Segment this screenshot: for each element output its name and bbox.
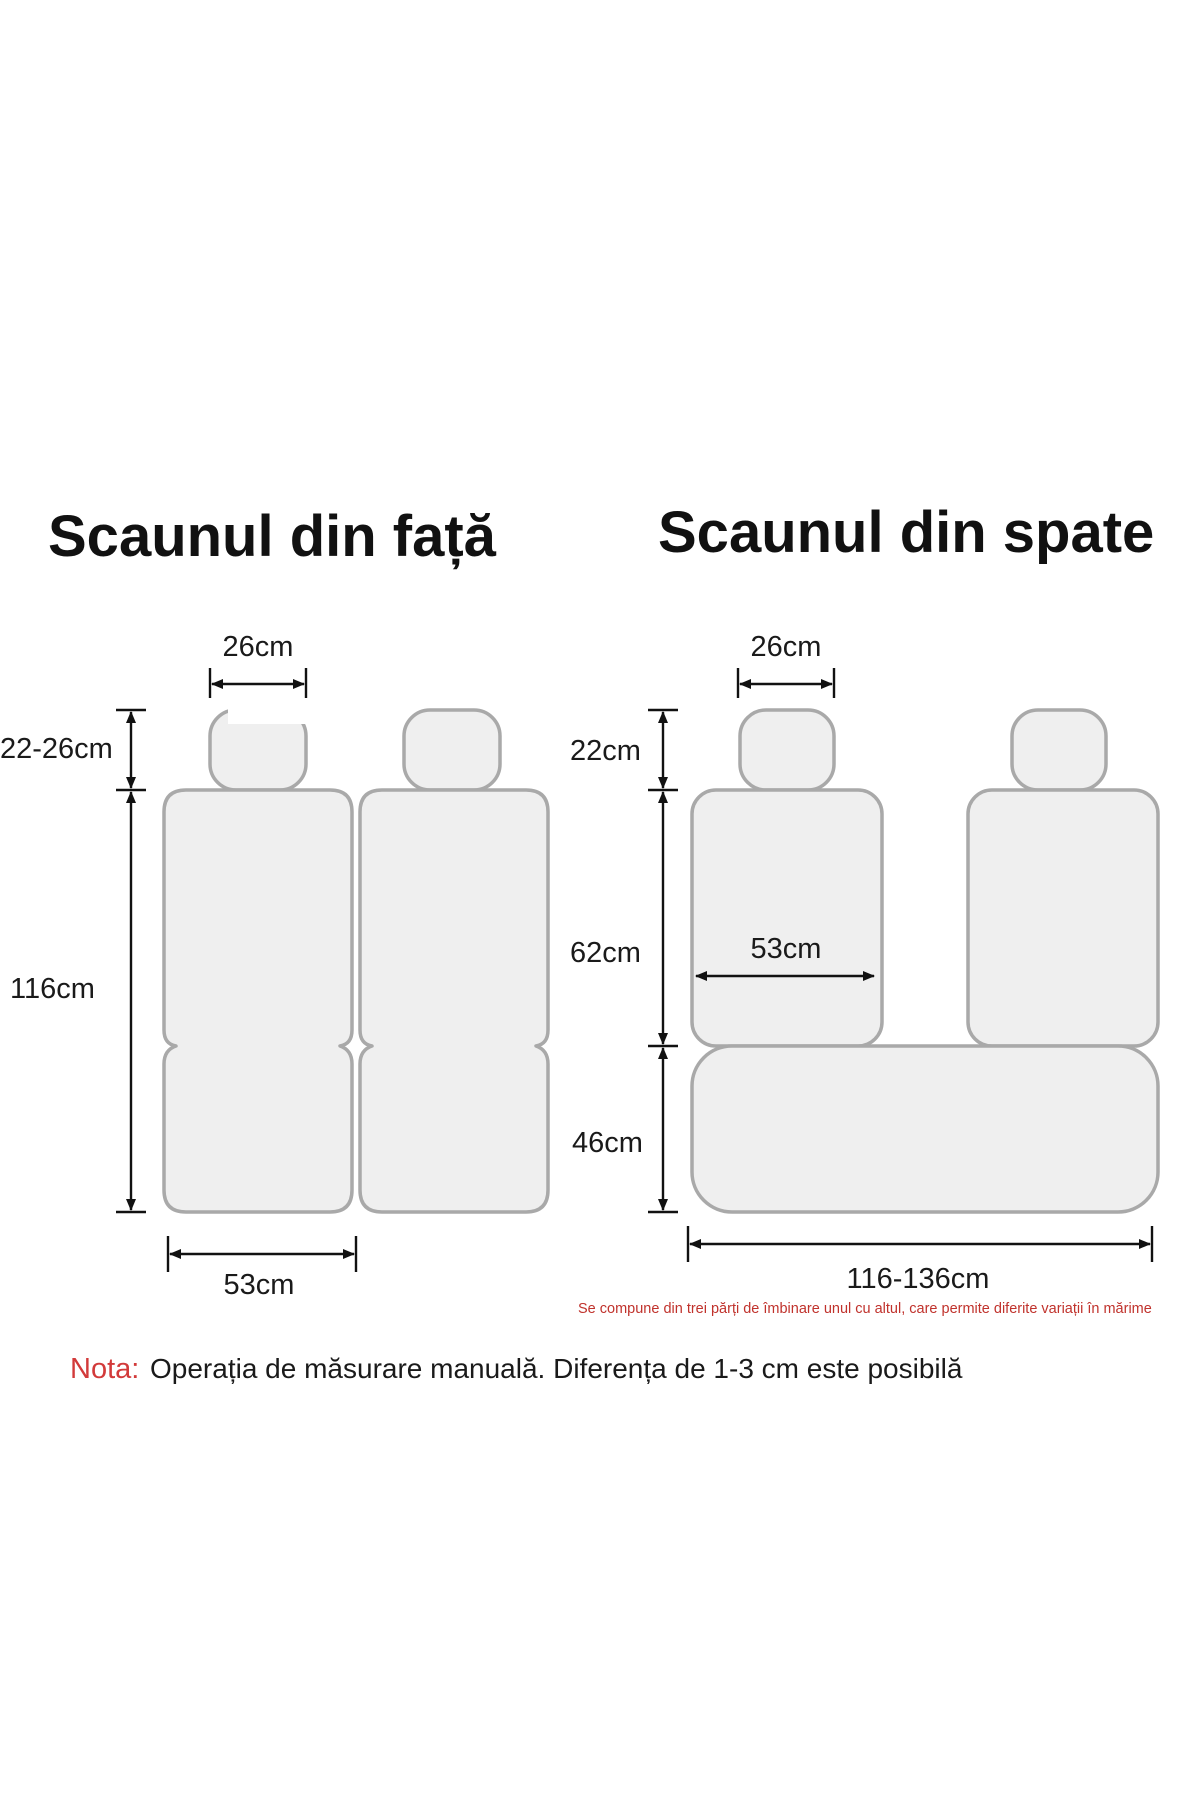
front-left-seat-body [164, 790, 352, 1212]
rear-total-width-dimension [688, 1226, 1152, 1295]
note-label: Nota: [70, 1353, 140, 1385]
rear-seat-cushion [692, 1046, 1158, 1212]
rear-right-backrest [968, 790, 1158, 1046]
rear-seat-left-backrest [692, 710, 882, 1046]
rear-assembly-note: Se compune din trei părți de îmbinare unul cu altul, care permite diferite variații în mărime [578, 1301, 1152, 1317]
rear-seat-title: Scaunul din spate [658, 500, 1155, 565]
front-headrest-height-label: 22-26cm [0, 733, 113, 765]
front-seat-left [164, 710, 352, 1212]
rear-total-width-label: 116-136cm [846, 1263, 990, 1295]
rear-headrest-width-dimension [738, 631, 834, 698]
rear-backrest-width-label: 53cm [750, 933, 822, 965]
front-right-headrest [404, 710, 500, 790]
note-text: Operația de măsurare manuală. Diferența de 1-3 cm este posibilă [150, 1353, 963, 1384]
rear-cushion-height-dimension [572, 1048, 678, 1212]
rear-cushion-height-label: 46cm [572, 1127, 643, 1159]
front-headrest-height-dimension [0, 710, 146, 790]
rear-seat-right-backrest [968, 710, 1158, 1046]
rear-backrest-height-dimension [570, 792, 678, 1046]
headrest-mask [228, 690, 308, 724]
rear-left-headrest [740, 710, 834, 790]
front-seat-width-label: 53cm [223, 1269, 295, 1301]
rear-headrest-height-label: 22cm [570, 735, 641, 767]
front-total-height-dimension [10, 792, 146, 1212]
rear-headrest-width-label: 26cm [750, 631, 822, 663]
front-right-seat-body [360, 790, 548, 1212]
front-total-height-label: 116cm [10, 973, 95, 1005]
rear-right-headrest [1012, 710, 1106, 790]
front-seat-title: Scaunul din față [48, 504, 496, 569]
front-headrest-width-dimension [210, 631, 306, 698]
rear-headrest-height-dimension [570, 710, 678, 790]
rear-left-backrest [692, 790, 882, 1046]
front-seat-width-dimension [168, 1236, 356, 1301]
rear-backrest-height-label: 62cm [570, 937, 641, 969]
front-headrest-width-label: 26cm [222, 631, 294, 663]
front-seat-right [360, 710, 548, 1212]
